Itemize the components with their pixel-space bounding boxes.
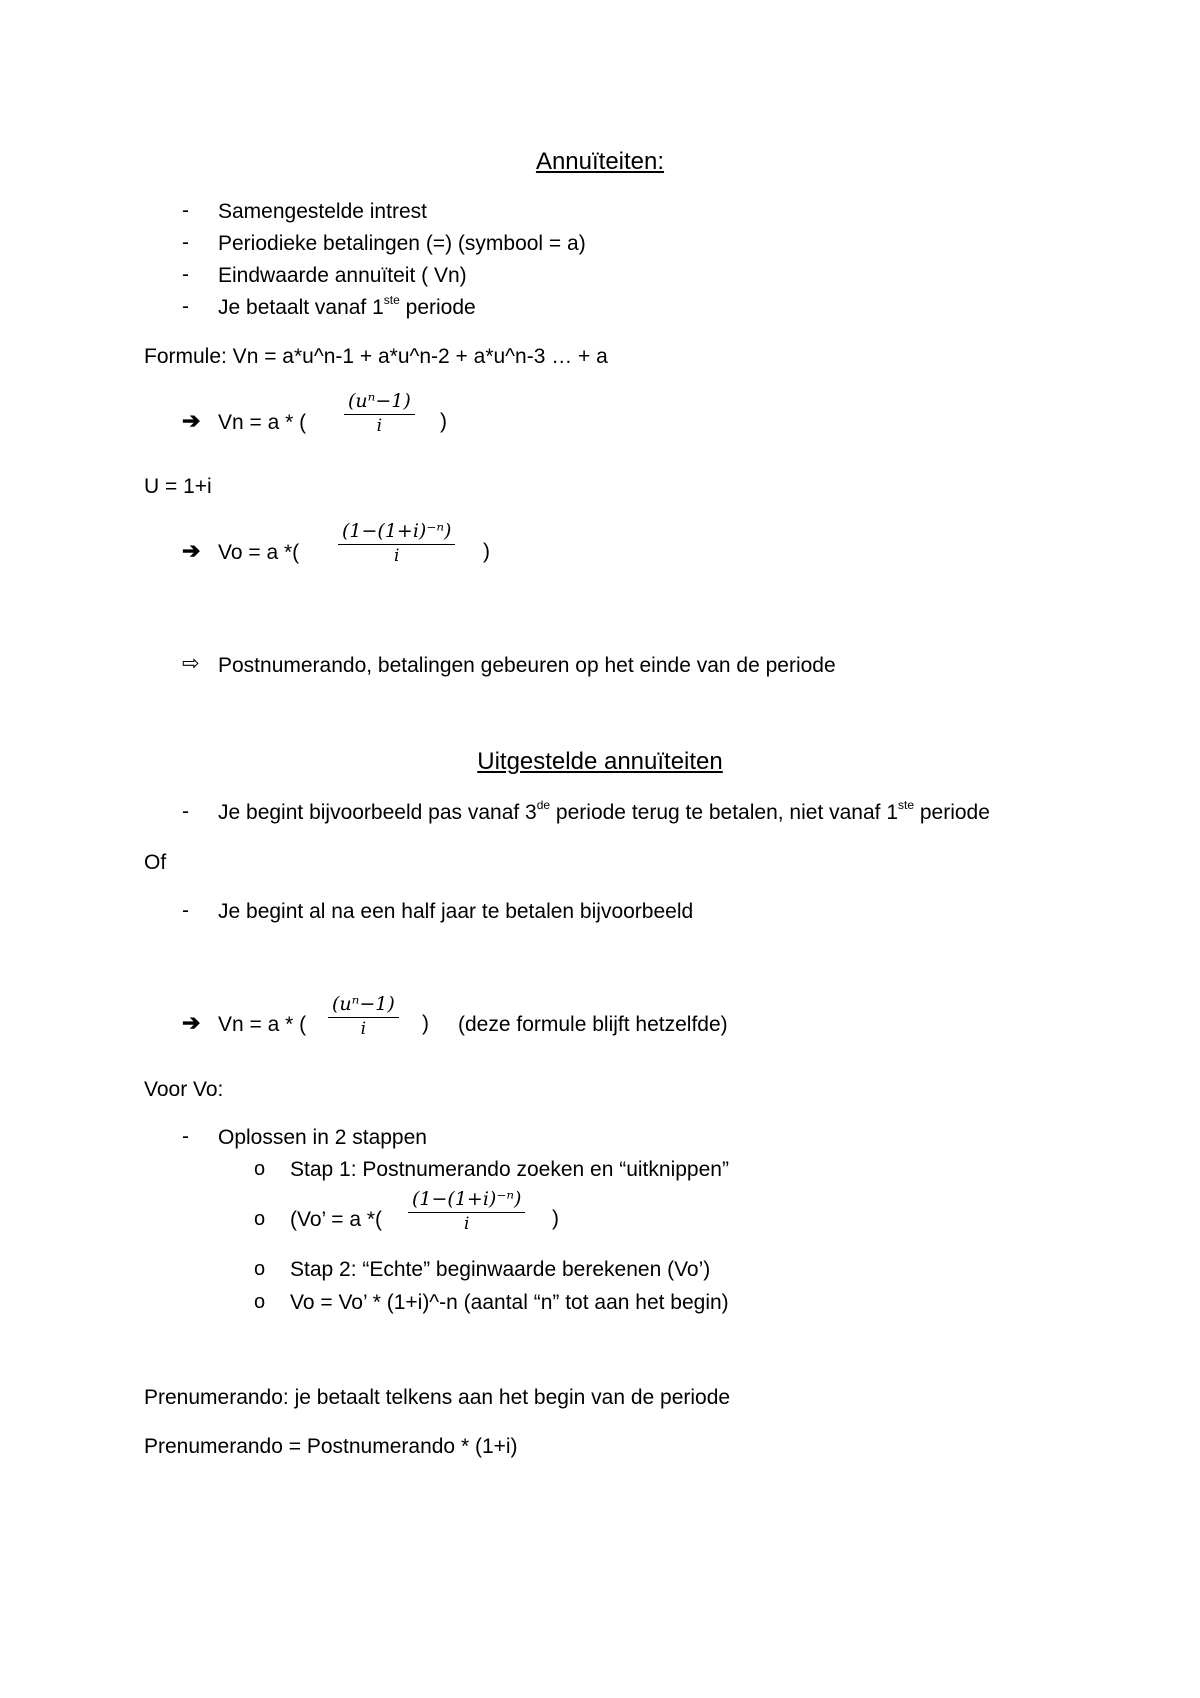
circle-bullet-icon: o (254, 1208, 266, 1230)
bullet-dash: - (182, 800, 189, 823)
bullet-half-jaar: Je begint al na een half jaar te betalen bijvoorbeeld (218, 900, 694, 923)
closing-paren: ) (422, 1012, 429, 1035)
fraction-bar (338, 544, 455, 545)
circle-bullet-icon: o (254, 1258, 266, 1280)
vo-fraction (338, 520, 455, 566)
superscript: ste (898, 798, 915, 812)
circle-bullet-icon: o (254, 1291, 266, 1313)
voor-vo: Voor Vo: (144, 1078, 224, 1101)
bullet-dash: - (182, 199, 189, 222)
text: Je begint bijvoorbeeld pas vanaf 3 (218, 801, 537, 824)
bullet-periodieke: Periodieke betalingen (=) (symbool = a) (218, 232, 586, 255)
prenumerando-formula: Prenumerando = Postnumerando * (1+i) (144, 1435, 518, 1458)
bullet-eindwaarde: Eindwaarde annuïteit ( Vn) (218, 264, 467, 287)
fraction-denominator: i (376, 416, 383, 436)
vn-formula-lhs: Vn = a * ( (218, 1013, 307, 1036)
text: periode (914, 801, 990, 824)
hollow-arrow-icon: ⇨ (182, 652, 200, 675)
fraction-numerator: (1−(1+i)⁻ⁿ) (342, 520, 452, 542)
bullet-dash: - (182, 231, 189, 254)
bullet-betaalt-vanaf (218, 295, 476, 321)
text: Je betaalt vanaf 1 (218, 296, 384, 319)
fraction-numerator: (1−(1+i)⁻ⁿ) (412, 1188, 522, 1210)
arrow-right-icon: ➔ (182, 408, 201, 433)
fraction-numerator: (uⁿ−1) (348, 390, 411, 412)
heading-uitgestelde: Uitgestelde annuïteiten (477, 748, 723, 775)
vn-note: (deze formule blijft hetzelfde) (458, 1013, 728, 1036)
bullet-samengestelde: Samengestelde intrest (218, 200, 427, 223)
of-text: Of (144, 851, 167, 874)
heading-annuiteiten: Annuïteiten: (535, 148, 665, 175)
text: periode terug te betalen, niet vanaf 1 (550, 801, 899, 824)
fraction-bar (344, 414, 415, 415)
vo-formula-lhs: Vo = a *( (218, 541, 300, 564)
u-definition: U = 1+i (144, 475, 212, 498)
closing-paren: ) (483, 540, 490, 563)
vn-formula-lhs: Vn = a * ( (218, 411, 307, 434)
fraction-denominator: i (360, 1019, 367, 1039)
vn-fraction (344, 390, 415, 436)
vo-prime-lhs: (Vo’ = a *( (290, 1208, 383, 1231)
prenumerando-definition: Prenumerando: je betaalt telkens aan het begin van de periode (144, 1386, 731, 1409)
stap1-text: Stap 1: Postnumerando zoeken en “uitknippen” (290, 1158, 729, 1181)
superscript: ste (383, 293, 400, 307)
vo-prime-fraction (408, 1188, 525, 1234)
text: periode (399, 296, 476, 319)
bullet-dash: - (182, 899, 189, 922)
arrow-right-icon: ➔ (182, 538, 201, 563)
formule-line: Formule: Vn = a*u^n-1 + a*u^n-2 + a*u^n-3 … + a (144, 345, 608, 368)
bullet-oplossen: Oplossen in 2 stappen (218, 1126, 427, 1149)
fraction-numerator: (uⁿ−1) (332, 993, 395, 1015)
bullet-dash: - (182, 263, 189, 286)
bullet-dash: - (182, 1125, 189, 1148)
arrow-right-icon: ➔ (182, 1010, 201, 1035)
circle-bullet-icon: o (254, 1158, 266, 1180)
closing-paren: ) (552, 1207, 559, 1230)
stap2-text: Stap 2: “Echte” beginwaarde berekenen (Vo’) (290, 1258, 711, 1281)
fraction-denominator: i (394, 546, 400, 566)
superscript: de (536, 798, 551, 812)
fraction-denominator: i (464, 1214, 470, 1234)
vn-fraction (328, 993, 399, 1039)
postnumerando-text: Postnumerando, betalingen gebeuren op het einde van de periode (218, 654, 836, 677)
fraction-bar (408, 1212, 525, 1213)
bullet-dash: - (182, 295, 189, 318)
fraction-bar (328, 1017, 399, 1018)
closing-paren: ) (440, 410, 447, 433)
bullet-begint-pas (218, 800, 990, 826)
vo-line: Vo = Vo’ * (1+i)^-n (aantal “n” tot aan het begin) (290, 1291, 729, 1314)
